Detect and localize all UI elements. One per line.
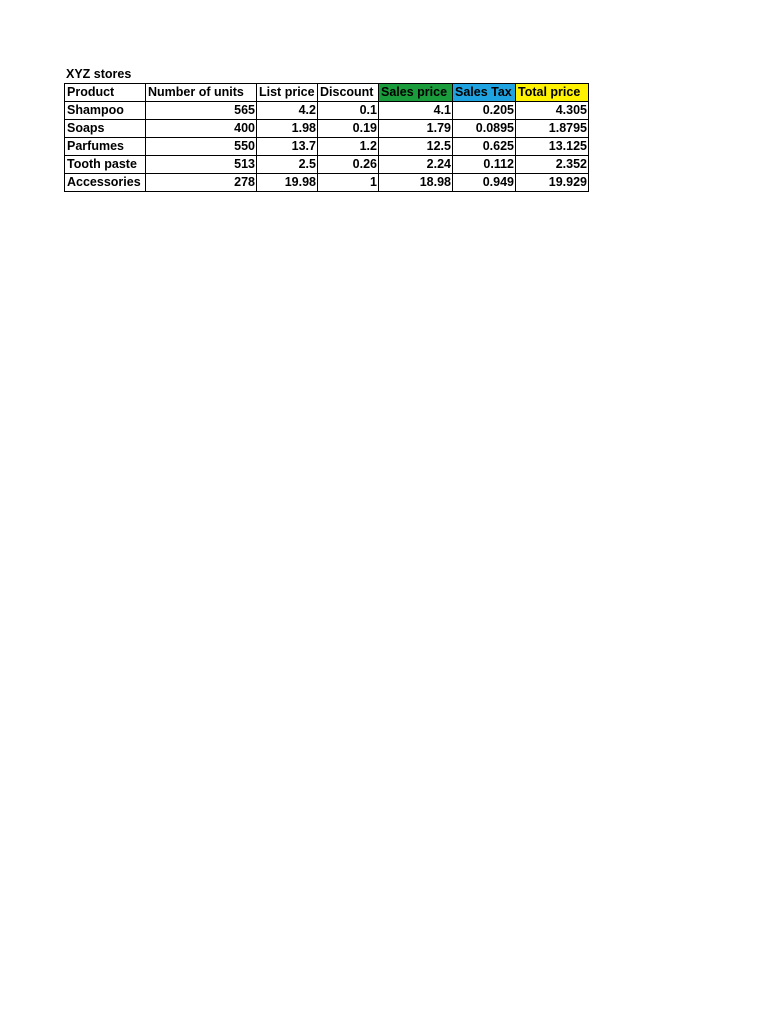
- cell-product[interactable]: Soaps: [65, 120, 146, 138]
- cell-number-of-units[interactable]: 550: [146, 138, 257, 156]
- header-total-price[interactable]: Total price: [516, 84, 589, 102]
- cell-discount[interactable]: 1.2: [318, 138, 379, 156]
- cell-sales-price[interactable]: 12.5: [379, 138, 453, 156]
- cell-product[interactable]: Parfumes: [65, 138, 146, 156]
- cell-total-price[interactable]: 13.125: [516, 138, 589, 156]
- cell-sales-tax[interactable]: 0.949: [453, 174, 516, 192]
- header-sales-tax[interactable]: Sales Tax: [453, 84, 516, 102]
- cell-number-of-units[interactable]: 513: [146, 156, 257, 174]
- header-product[interactable]: Product: [65, 84, 146, 102]
- header-row: [65, 84, 589, 102]
- cell-discount[interactable]: 0.19: [318, 120, 379, 138]
- cell-sales-price[interactable]: 2.24: [379, 156, 453, 174]
- cell-sales-price[interactable]: 4.1: [379, 102, 453, 120]
- cell-total-price[interactable]: 1.8795: [516, 120, 589, 138]
- table-row: [65, 156, 589, 174]
- cell-number-of-units[interactable]: 400: [146, 120, 257, 138]
- table-row: [65, 138, 589, 156]
- cell-product[interactable]: Tooth paste: [65, 156, 146, 174]
- cell-discount[interactable]: 0.1: [318, 102, 379, 120]
- cell-list-price[interactable]: 13.7: [257, 138, 318, 156]
- cell-sales-tax[interactable]: 0.0895: [453, 120, 516, 138]
- sales-table: [64, 83, 589, 192]
- cell-sales-price[interactable]: 18.98: [379, 174, 453, 192]
- cell-list-price[interactable]: 2.5: [257, 156, 318, 174]
- table-row: [65, 174, 589, 192]
- cell-product[interactable]: Shampoo: [65, 102, 146, 120]
- cell-product[interactable]: Accessories: [65, 174, 146, 192]
- cell-list-price[interactable]: 1.98: [257, 120, 318, 138]
- cell-total-price[interactable]: 4.305: [516, 102, 589, 120]
- cell-discount[interactable]: 0.26: [318, 156, 379, 174]
- cell-total-price[interactable]: 19.929: [516, 174, 589, 192]
- cell-sales-tax[interactable]: 0.205: [453, 102, 516, 120]
- table-row: [65, 102, 589, 120]
- table-row: [65, 120, 589, 138]
- cell-sales-tax[interactable]: 0.625: [453, 138, 516, 156]
- header-list-price[interactable]: List price: [257, 84, 318, 102]
- cell-number-of-units[interactable]: 278: [146, 174, 257, 192]
- header-number-of-units[interactable]: Number of units: [146, 84, 257, 102]
- header-sales-price[interactable]: Sales price: [379, 84, 453, 102]
- cell-number-of-units[interactable]: 565: [146, 102, 257, 120]
- cell-sales-price[interactable]: 1.79: [379, 120, 453, 138]
- cell-discount[interactable]: 1: [318, 174, 379, 192]
- cell-list-price[interactable]: 4.2: [257, 102, 318, 120]
- sheet-title: XYZ stores: [66, 67, 132, 81]
- header-discount[interactable]: Discount: [318, 84, 379, 102]
- cell-list-price[interactable]: 19.98: [257, 174, 318, 192]
- cell-total-price[interactable]: 2.352: [516, 156, 589, 174]
- cell-sales-tax[interactable]: 0.112: [453, 156, 516, 174]
